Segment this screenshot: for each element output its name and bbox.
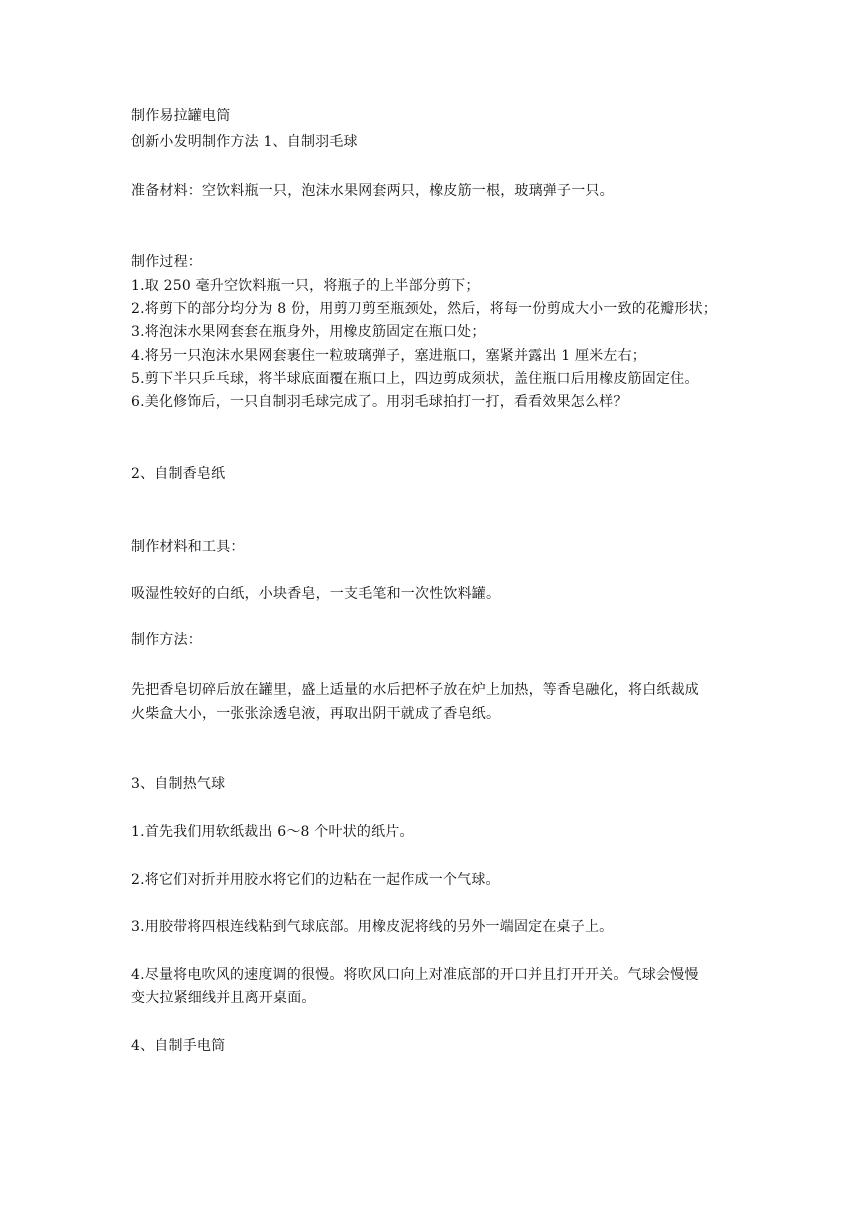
section2-method-heading: 制作方法： bbox=[131, 632, 202, 648]
section1-step: 3.将泡沫水果网套套在瓶身外，用橡皮筋固定在瓶口处； bbox=[131, 324, 486, 340]
section2-heading: 2、自制香皂纸 bbox=[131, 466, 226, 482]
section2-materials-heading: 制作材料和工具： bbox=[131, 539, 245, 555]
section1-materials: 准备材料：空饮料瓶一只，泡沫水果网套两只，橡皮筋一根，玻璃弹子一只。 bbox=[131, 183, 614, 199]
document-subtitle: 创新小发明制作方法 1、自制羽毛球 bbox=[131, 134, 358, 150]
section3-step: 变大拉紧细线并且离开桌面。 bbox=[131, 990, 316, 1006]
section1-step: 1.取 250 毫升空饮料瓶一只，将瓶子的上半部分剪下； bbox=[131, 278, 480, 294]
section3-step: 1.首先我们用软纸裁出 6～8 个叶状的纸片。 bbox=[131, 824, 414, 840]
section2-method-line: 先把香皂切碎后放在罐里，盛上适量的水后把杯子放在炉上加热，等香皂融化，将白纸裁成 bbox=[131, 682, 699, 698]
document-title: 制作易拉罐电筒 bbox=[131, 108, 231, 124]
section3-step: 4.尽量将电吹风的速度调的很慢。将吹风口向上对准底部的开口并且打开开关。气球会慢慢 bbox=[131, 967, 699, 983]
section2-method-line: 火柴盒大小，一张张涂透皂液，再取出阴干就成了香皂纸。 bbox=[131, 706, 501, 722]
section1-process-heading: 制作过程： bbox=[131, 254, 202, 270]
section4-heading: 4、自制手电筒 bbox=[131, 1038, 226, 1054]
section3-step: 2.将它们对折并用胶水将它们的边粘在一起作成一个气球。 bbox=[131, 872, 500, 888]
section1-step: 5.剪下半只乒乓球，将半球底面覆在瓶口上，四边剪成须状，盖住瓶口后用橡皮筋固定住。 bbox=[131, 371, 699, 387]
section3-heading: 3、自制热气球 bbox=[131, 776, 226, 792]
section1-step: 6.美化修饰后，一只自制羽毛球完成了。用羽毛球拍打一打，看看效果怎么样？ bbox=[131, 394, 628, 410]
section1-step: 4.将另一只泡沫水果网套裹住一粒玻璃弹子，塞进瓶口，塞紧并露出 1 厘米左右； bbox=[131, 348, 646, 364]
section1-step: 2.将剪下的部分均分为 8 份，用剪刀剪至瓶颈处，然后，将每一份剪成大小一致的花瓣形状； bbox=[131, 301, 717, 317]
section2-materials: 吸湿性较好的白纸，小块香皂，一支毛笔和一次性饮料罐。 bbox=[131, 586, 501, 602]
section3-step: 3.用胶带将四根连线粘到气球底部。用橡皮泥将线的另外一端固定在桌子上。 bbox=[131, 919, 614, 935]
